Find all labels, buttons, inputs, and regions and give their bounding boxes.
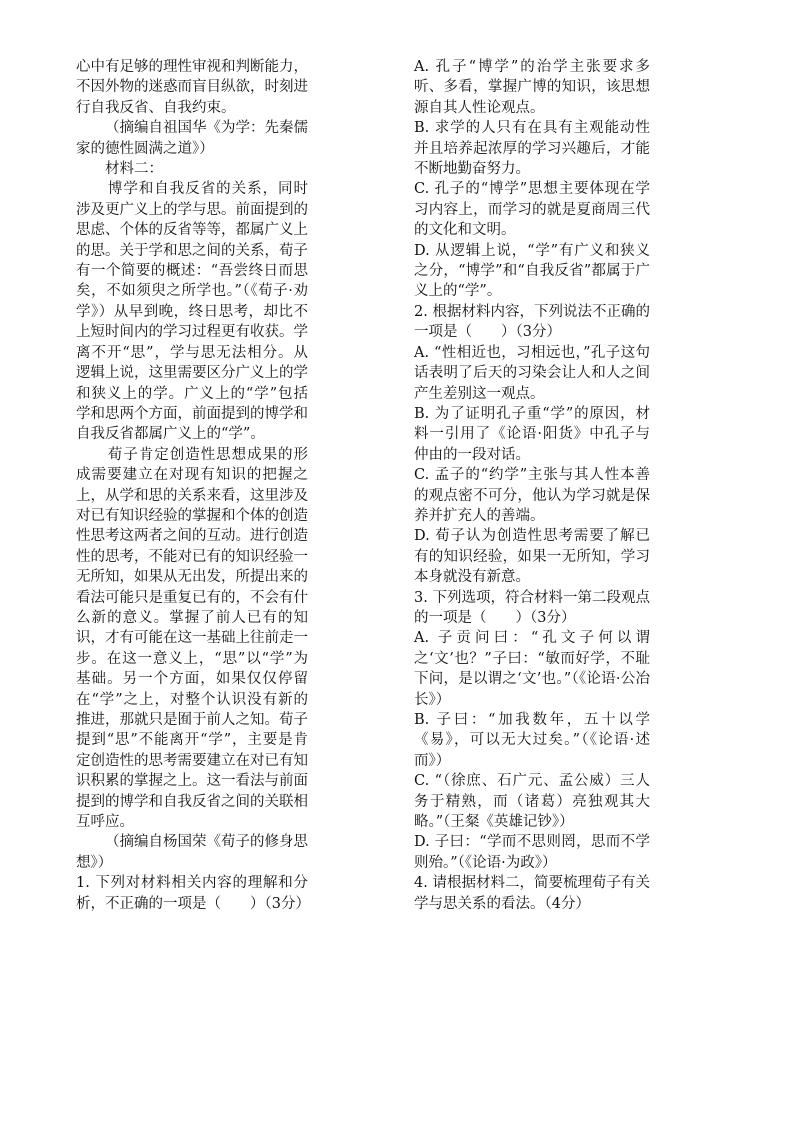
question-1: 1. 下列对材料相关内容的理解和分析，不正确的一项是（ ）（3分） [76, 875, 310, 912]
source-citation-1: （摘编自祖国华《为学：先秦儒家的德性圆满之道》） [76, 120, 308, 157]
question-3: 3. 下列选项，符合材料一第二段观点的一项是（ ）（3分） [414, 589, 650, 626]
q1-option-d: D. 从逻辑上说，“学”有广义和狭义之分，“博学”和“自我反省”都属于广义上的“学”。 [414, 242, 650, 300]
material-two-paragraph-1: 博学和自我反省的关系，同时涉及更广义上的学与思。前面提到的思虑、个体的反省等等，都属广义上的思。关于学和思之间的关系，荀子有一个简要的概述：“吾尝终日而思矣，不如须臾之所学也。”（《荀子·劝学》）从早到晚，终日思考，却比不上短时间内的学习过程更有收获。学离不开“思”，学与思无法相分。从逻辑上说，这里需要区分广义上的学和狭义上的学。广义上的“学”包括学和思两个方面，前面提到的博学和自我反省都属广义上的“学”。 [76, 181, 308, 443]
q3-option-c: C. “（徐庶、石广元、孟公威）三人务于精熟，而（诸葛）亮独观其大略。”（王粲《英雄记钞》） [414, 773, 650, 831]
paragraph-continuation: 心中有足够的理性审视和判断能力，不因外物的迷惑而盲目纵欲，时刻进行自我反省、自我约束。 [76, 59, 308, 116]
q1-option-b: B. 求学的人只有在具有主观能动性并且培养起浓厚的学习兴趣后，才能不断地勤奋努力。 [414, 120, 650, 178]
q2-option-a: A. “性相近也，习相远也，”孔子这句话表明了后天的习染会让人和人之间产生差别这一观点。 [414, 344, 650, 402]
left-column [76, 57, 308, 914]
q3-option-a: A. 子贡问曰：“孔文子何以谓之‘文’也？”子曰：“敏而好学，不耻下问，是以谓之‘文’也。”（《论语·公冶长》） [414, 630, 650, 708]
q2-option-b: B. 为了证明孔子重“学”的原因，材料一引用了《论语·阳货》中孔子与仲由的一段对话。 [414, 405, 650, 463]
source-citation-2: （摘编自杨国荣《荀子的修身思想》） [76, 834, 308, 871]
material-two-paragraph-2: 荀子肯定创造性思想成果的形成需要建立在对现有知识的把握之上，从学和思的关系来看，这里涉及对已有知识经验的掌握和个体的创造性思考这两者之间的互动。进行创造性的思考，不能对已有的知识经验一无所知，如果从无出发，所提出来的看法可能只是重复已有的，不会有什么新的意义。掌握了前人已有的知识，才有可能在这一基础上往前走一步。在这一意义上，“思”以“学”为基础。另一个方面，如果仅仅停留在“学”之上，对整个认识没有新的推进，那就只是囿于前人之知。荀子提到“思”不能离开“学”，主要是肯定创造性的思考需要建立在对已有知识积累的掌握之上。这一看法与前面提到的博学和自我反省之间的关联相互呼应。 [76, 446, 308, 831]
question-4: 4. 请根据材料二，简要梳理荀子有关学与思关系的看法。（4分） [414, 875, 650, 912]
q3-option-b: B. 子曰：“加我数年，五十以学《易》，可以无大过矣。”（《论语·述而》） [414, 712, 650, 769]
q1-option-a: A. 孔子“博学”的治学主张要求多听、多看，掌握广博的知识，该思想源自其人性论观点。 [414, 59, 650, 116]
q2-option-c: C. 孟子的“约学”主张与其人性本善的观点密不可分，他认为学习就是保养并扩充人的善端。 [414, 467, 650, 524]
right-column [414, 57, 650, 914]
q1-option-c: C. 孔子的“博学”思想主要体现在学习内容上，而学习的就是夏商周三代的文化和文明。 [414, 181, 650, 239]
material-two-heading: 材料二： [105, 161, 163, 178]
question-2: 2. 根据材料内容，下列说法不正确的一项是（ ）（3分） [414, 303, 650, 341]
q3-option-d: D. 子曰：“学而不思则罔，思而不学则殆。”（《论语·为政》） [414, 834, 650, 871]
q2-option-d: D. 荀子认为创造性思考需要了解已有的知识经验，如果一无所知，学习本身就没有新意。 [414, 528, 650, 586]
